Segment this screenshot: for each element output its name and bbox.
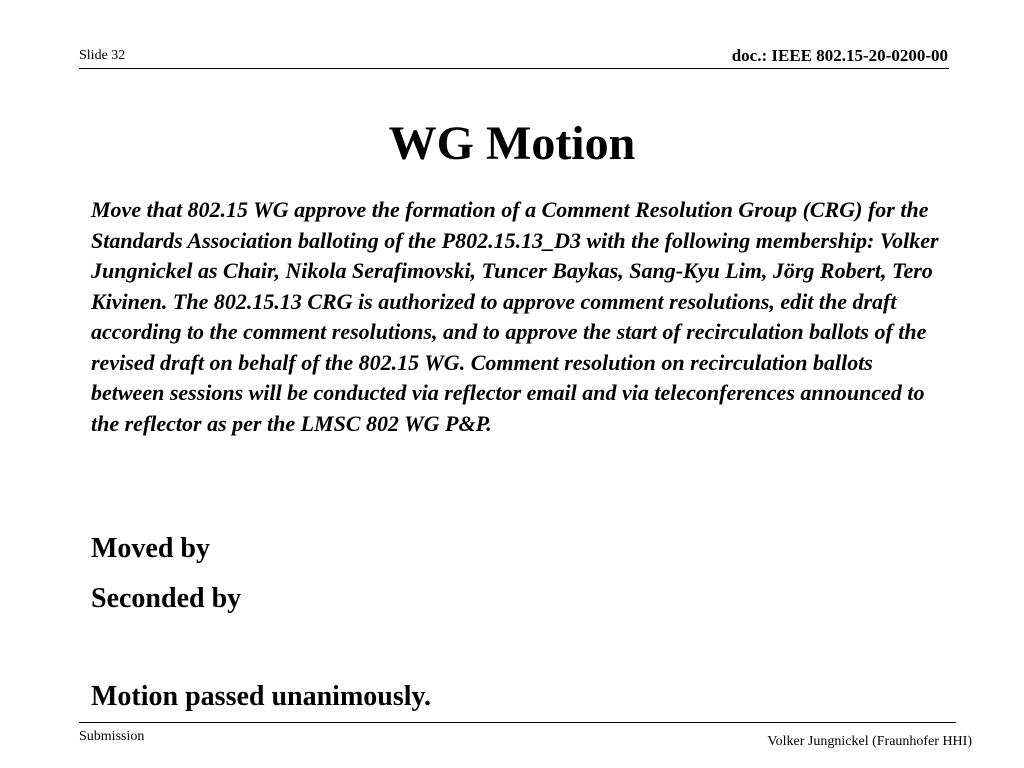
- footer-divider: [79, 722, 956, 723]
- slide-number: Slide 32: [79, 48, 126, 63]
- header-divider: [79, 68, 949, 69]
- slide-title: WG Motion: [388, 117, 636, 170]
- motion-result: Motion passed unanimously.: [91, 681, 431, 712]
- document-id: doc.: IEEE 802.15-20-0200-00: [731, 46, 948, 65]
- submission-label: Submission: [79, 729, 145, 744]
- moved-by-label: Moved by: [91, 533, 210, 564]
- author-credit: Volker Jungnickel (Fraunhofer HHI): [767, 734, 972, 749]
- motion-text: Move that 802.15 WG approve the formation of a Comment Resolution Group (CRG) for the Standards Association balloting of the P802.15.13_D3 with the following membership: Volker Jungnickel as Chair, Nikola Serafimovski, Tuncer Baykas, Sang-Kyu Lim, Jörg Robert, Tero Kivinen. The 802.15.13 CRG is authorized to approve comment resolutions, edit the draft according to the comment resolutions, and to approve the start of recirculation ballots of the revised draft on behalf of the 802.15 WG. Comment resolution on recirculation ballots between sessions will be conducted via reflector email and via teleconferences announced to the reflector as per the LMSC 802 WG P&P.: [91, 197, 939, 436]
- seconded-by-label: Seconded by: [91, 583, 242, 614]
